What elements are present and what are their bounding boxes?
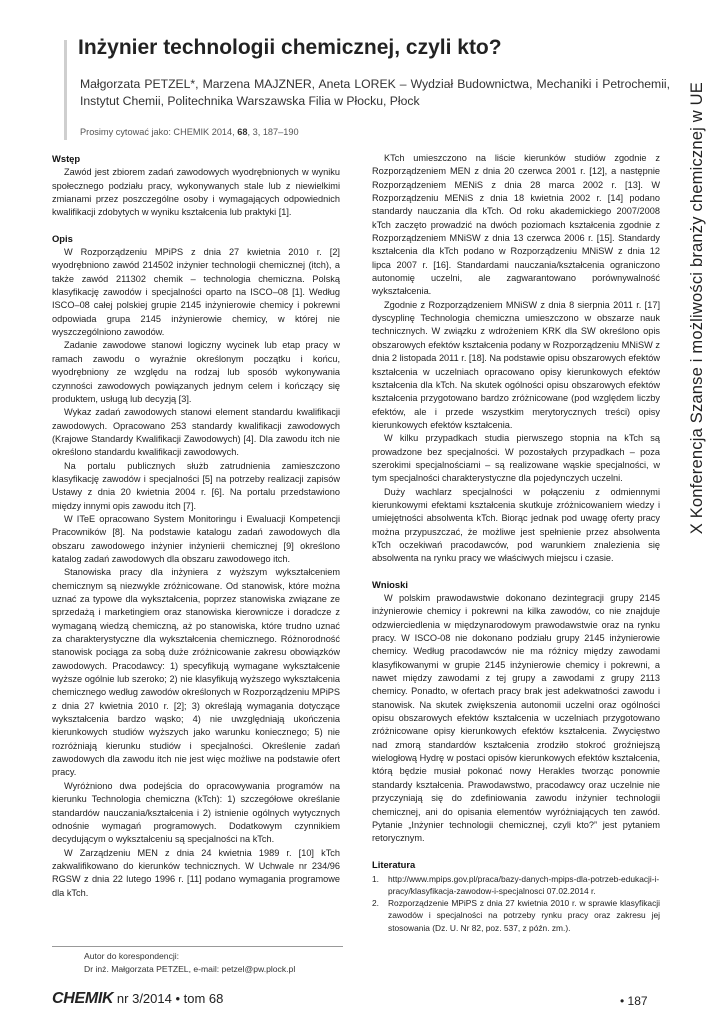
paragraph: Na portalu publicznych służb zatrudnienia zamieszczono klasyfikację zawodów i specjalności [5] na potrzeby realizacji zapisów Ustawy z dnia 20 kwietnia 2004 r. [6]. Na portalu przedstawiono między innymi opis zawodu itch [7]. bbox=[52, 460, 340, 511]
paragraph: Wyróżniono dwa podejścia do opracowywania programów na kierunku Technologia chemiczna (kTch): 1) szczegółowe określanie standardów nauczania/kształcenia i 2) istnienie ogólnych wytycznych odnośnie wymagań programowych. Dodatkowym czynnikiem decydującym o wykształceniu są specjalności na kTch. bbox=[52, 780, 340, 845]
reference-list bbox=[372, 873, 660, 934]
reference-text[interactable]: http://www.mpips.gov.pl/praca/bazy-danych-mpips-dla-potrzeb-edukacji-i-pracy/klasyfikacja-zawodow-i-specjalnosci 07.02.2014 r. bbox=[388, 873, 660, 897]
right-column bbox=[372, 152, 660, 934]
page-number: • 187 bbox=[620, 994, 648, 1008]
correspondence-label: Autor do korespondencji: bbox=[84, 951, 180, 961]
paragraph: W Rozporządzeniu MPiPS z dnia 27 kwietnia 2010 r. [2] wyodrębniono zawód 214502 inżynier technologii chemicznej (itch), a także zawód 211302 chemik – technologia chemiczna. Polską klasyfikację zawodów i specjalności oparto na ISCO–08 [1]. Według ISCO–08 całej polskiej grupie 2145 inżynierowie chemicy i pokrewni odpowiada grupa 2145 inżynierowie chemicy, w której nie wyszczególniono zawodów. bbox=[52, 247, 340, 338]
citation-suffix: , 3, 187–190 bbox=[247, 127, 299, 137]
citation-prefix: Prosimy cytować jako: CHEMIK 2014, bbox=[80, 127, 238, 137]
reference-text: Rozporządzenie MPiPS z dnia 27 kwietnia 2010 r. w sprawie klasyfikacji zawodów i specjalności na potrzeby rynku pracy oraz zakresu jej stosowania (Dz. U. Nr 82, poz. 537, z późn. zm.). bbox=[388, 898, 660, 933]
citation-line bbox=[80, 127, 299, 137]
paragraph: KTch umieszczono na liście kierunków studiów zgodnie z Rozporządzeniem MEN z dnia 20 czerwca 2001 r. [12], a następnie Rozporządzeniem MENiS z dnia 28 marca 2002 r. [13]. W Rozporządzeniu MENiS z dnia 18 kwietnia 2002 r. [14] podano standardy nauczania dla kTch. Od roku akademickiego 2007/2008 kTch zaczęto prowadzić na dwóch poziomach kształcenia zgodnie z Rozporządzeniem MNiSW z dnia 13 czerwca 2006 r. [15]. Standardy kształcenia dla kTch podano w Rozporządzeniu MNiSW z dnia 12 lipca 2007 r. [16]. Standardami nauczania/kształcenia ograniczono autonomię uczelni, ale zagwarantowano porównywalność wykształcenia. bbox=[372, 153, 660, 297]
heading-opis: Opis bbox=[52, 232, 73, 244]
side-conference-label bbox=[679, 28, 715, 588]
header-accent-bar bbox=[64, 40, 67, 140]
paragraph: Zadanie zawodowe stanowi logiczny wycinek lub etap pracy w ramach zawodu o wyraźnie określonym początku i końcu, wyodrębniony ze względu na rodzaj lub sposób wykonywania czynności zawodowych powiązanych jednym celem i kończący się produktem, usługą lub decyzją [3]. bbox=[52, 340, 340, 404]
paragraph: W Zarządzeniu MEN z dnia 24 kwietnia 1989 r. [10] kTch zakwalifikowano do kierunków technicznych. W Uchwale nr 234/96 RGSW z dnia 22 lutego 1996 r. [11] podano wymagania programowe dla kTch. bbox=[52, 847, 340, 898]
article-title: Inżynier technologii chemicznej, czyli kto? bbox=[78, 36, 502, 59]
left-column bbox=[52, 152, 340, 900]
paragraph: Zgodnie z Rozporządzeniem MNiSW z dnia 8 sierpnia 2011 r. [17] dyscyplinę Technologia chemiczna umieszczono w obszarze nauk technicznych. W związku z wdrożeniem KRK dla SW określono opis obszarowych efektów kształcenia podany w Rozporządzeniu MNiSW z dnia 2 listopada 2011 r. [18]. Na podstawie opisu obszarowych efektów kształcenia w uczelniach opracowano opisy kierunkowych efektów kształcenia dla kTch. Na skutek ogólności opisu obszarowych efektów kształcenia przygotowano bardzo zróżnicowane (pod względem liczby efektów, ale i przede wszystkim merytorycznych treści) opisy kierunkowych efektów kształcenia. bbox=[372, 299, 660, 430]
paragraph: W polskim prawodawstwie dokonano dezintegracji grupy 2145 inżynierowie chemicy i pokrewni na kilka zawodów, co nie znajduje odzwierciedlenia w międzynarodowym prawodawstwie oraz na rynku pracy. W ISCO-08 nie dokonano podziału grupy 2145 inżynierowie chemicy. Według pracodawców nie ma różnicy między zawodami klasyfikowanymi w grupie 2145 inżynierowie chemicy i pokrewni, a nawet między zawodami z tej grupy a zawodami z grupy 2113 chemicy. Ponadto, w ofertach pracy brak jest adekwatności zawodu i stanowisk. Na skutek zwiększenia autonomii uczelni oraz ogólności opisu obszarowych efektów kształcenia w uczelniach przygotowano zróżnicowane opisy kierunkowych efektów kształcenia. Zwycięstwo nad zmorą standardów kształcenia zrodziło stokroć groźniejszą wielogłową Hydrę w postaci opisów kierunkowych efektów kształcenia, którą będzie musiał pokonać nowy Herakles tworząc ponownie standardy kształcenia. Prawodawstwo, pracodawcy oraz uczelnie nie przyczyniają się do zdefiniowania zawodu inżynier technologii chemicznej, ani do opisania elementów wyróżniających ten zawód. Pytanie „Inżynier technologii chemicznej, czyli kto?” jest pytaniem retorycznym. bbox=[372, 593, 660, 844]
paragraph: W ITeE opracowano System Monitoringu i Ewaluacji Kompetencji Pracowników [8]. Na podstawie katalogu zadań zawodowych dla obszaru zawodowego inżynier inżynierii chemicznej [9] określono katalog zadań zawodowych dla obszaru zawodowego itch. bbox=[52, 513, 340, 564]
paragraph: W kilku przypadkach studia pierwszego stopnia na kTch są prowadzone bez specjalności. W pozostałych przypadkach – poza szerokimi specjalnościami – są realizowane wąskie specjalności, w tym specjalności charakterystyczne dla pojedynczych uczelni. bbox=[372, 433, 660, 484]
heading-literatura: Literatura bbox=[372, 858, 416, 870]
journal-logo: CHEMIK bbox=[52, 990, 114, 1007]
paragraph: Stanowiska pracy dla inżyniera z wyższym wykształceniem chemicznym są niezwykle zróżnicowane. Od stanowisk, które można uznać za typowe dla wykształcenia, poprzez stanowiska związane ze sprzedażą i marketingiem oraz stanowiska kierownicze i doradcze z wymaganą wiedzą chemiczną, aż po stanowiska, które trudno uznać za charakterystyczne dla wykształcenia chemicznego. Różnorodność stanowisk pociąga za sobą duże zróżnicowanie zakresu obowiązków zawodowych. Pracodawcy: 1) specyfikują wymagane wykształcenie wyższe ogólnie lub szeroko; 2) nie klasyfikują wyższego wykształcenia chemicznego według zawodów określonych w Rozporządzeniu MPiPS z dnia 27 kwietnia 2010 r. [2]; 3) określają wymagania dotyczące wykształcenia bardzo wąsko; 4) nie uwzględniają ukończenia kierunkowych studiów wyższych jako warunku koniecznego; 5) nie rozróżniają kierunku studiów i specjalności. Określenie zadań zawodowych dla zawodu itch nie jest więc możliwe na podstawie ofert pracy. bbox=[52, 567, 340, 778]
paragraph: Wykaz zadań zawodowych stanowi element standardu kwalifikacji zawodowych. Opracowano 253 standardy kwalifikacji zawodowych (Krajowe Standardy Kwalifikacji Zawodowych) [4]. Dla zawodu itch nie określono standardu kwalifikacji zawodowych. bbox=[52, 407, 340, 458]
conference-name: X Konferencja Szanse i możliwości branży chemicznej w UE bbox=[687, 81, 706, 535]
reference-item bbox=[372, 873, 660, 897]
citation-volume: 68 bbox=[237, 127, 248, 137]
paragraph: Duży wachlarz specjalności w połączeniu z odmiennymi kierunkowymi efektami kształcenia skutkuje zróżnicowaniem wiedzy i umiejętności absolwenta kTch. Biorąc jednak pod uwagę oferty pracy można przypuszczać, że możliwe jest spełnienie przez absolwenta kTch oczekiwań pracodawców, pod warunkiem znalezienia się absolwenta na rynku pracy we właściwych miejscu i czasie. bbox=[372, 486, 660, 564]
heading-wstep: Wstęp bbox=[52, 153, 81, 164]
paragraph: Zawód jest zbiorem zadań zawodowych wyodrębnionych w wyniku społecznego podziału pracy, wykonywanych stale lub z niewielkimi zmianami przez poszczególne osoby i wymagających odpowiednich kwalifikacji zdobytych w wyniku kształcenia lub praktyki [1]. bbox=[52, 167, 340, 218]
authors-affiliation: Małgorzata PETZEL*, Marzena MAJZNER, Aneta LOREK – Wydział Budownictwa, Mechaniki i Petrochemii, Instytut Chemii, Politechnika Warszawska Filia w Płocku, Płock bbox=[80, 77, 670, 108]
reference-number: 2. bbox=[372, 898, 379, 909]
reference-item bbox=[372, 897, 660, 934]
correspondence-box bbox=[52, 946, 343, 975]
page-footer bbox=[52, 990, 223, 1008]
reference-number: 1. bbox=[372, 873, 379, 884]
issue-info: nr 3/2014 • tom 68 bbox=[113, 991, 224, 1006]
correspondence-contact: Dr inż. Małgorzata PETZEL, e-mail: petzel@pw.plock.pl bbox=[84, 963, 296, 974]
heading-wnioski: Wnioski bbox=[372, 578, 408, 590]
